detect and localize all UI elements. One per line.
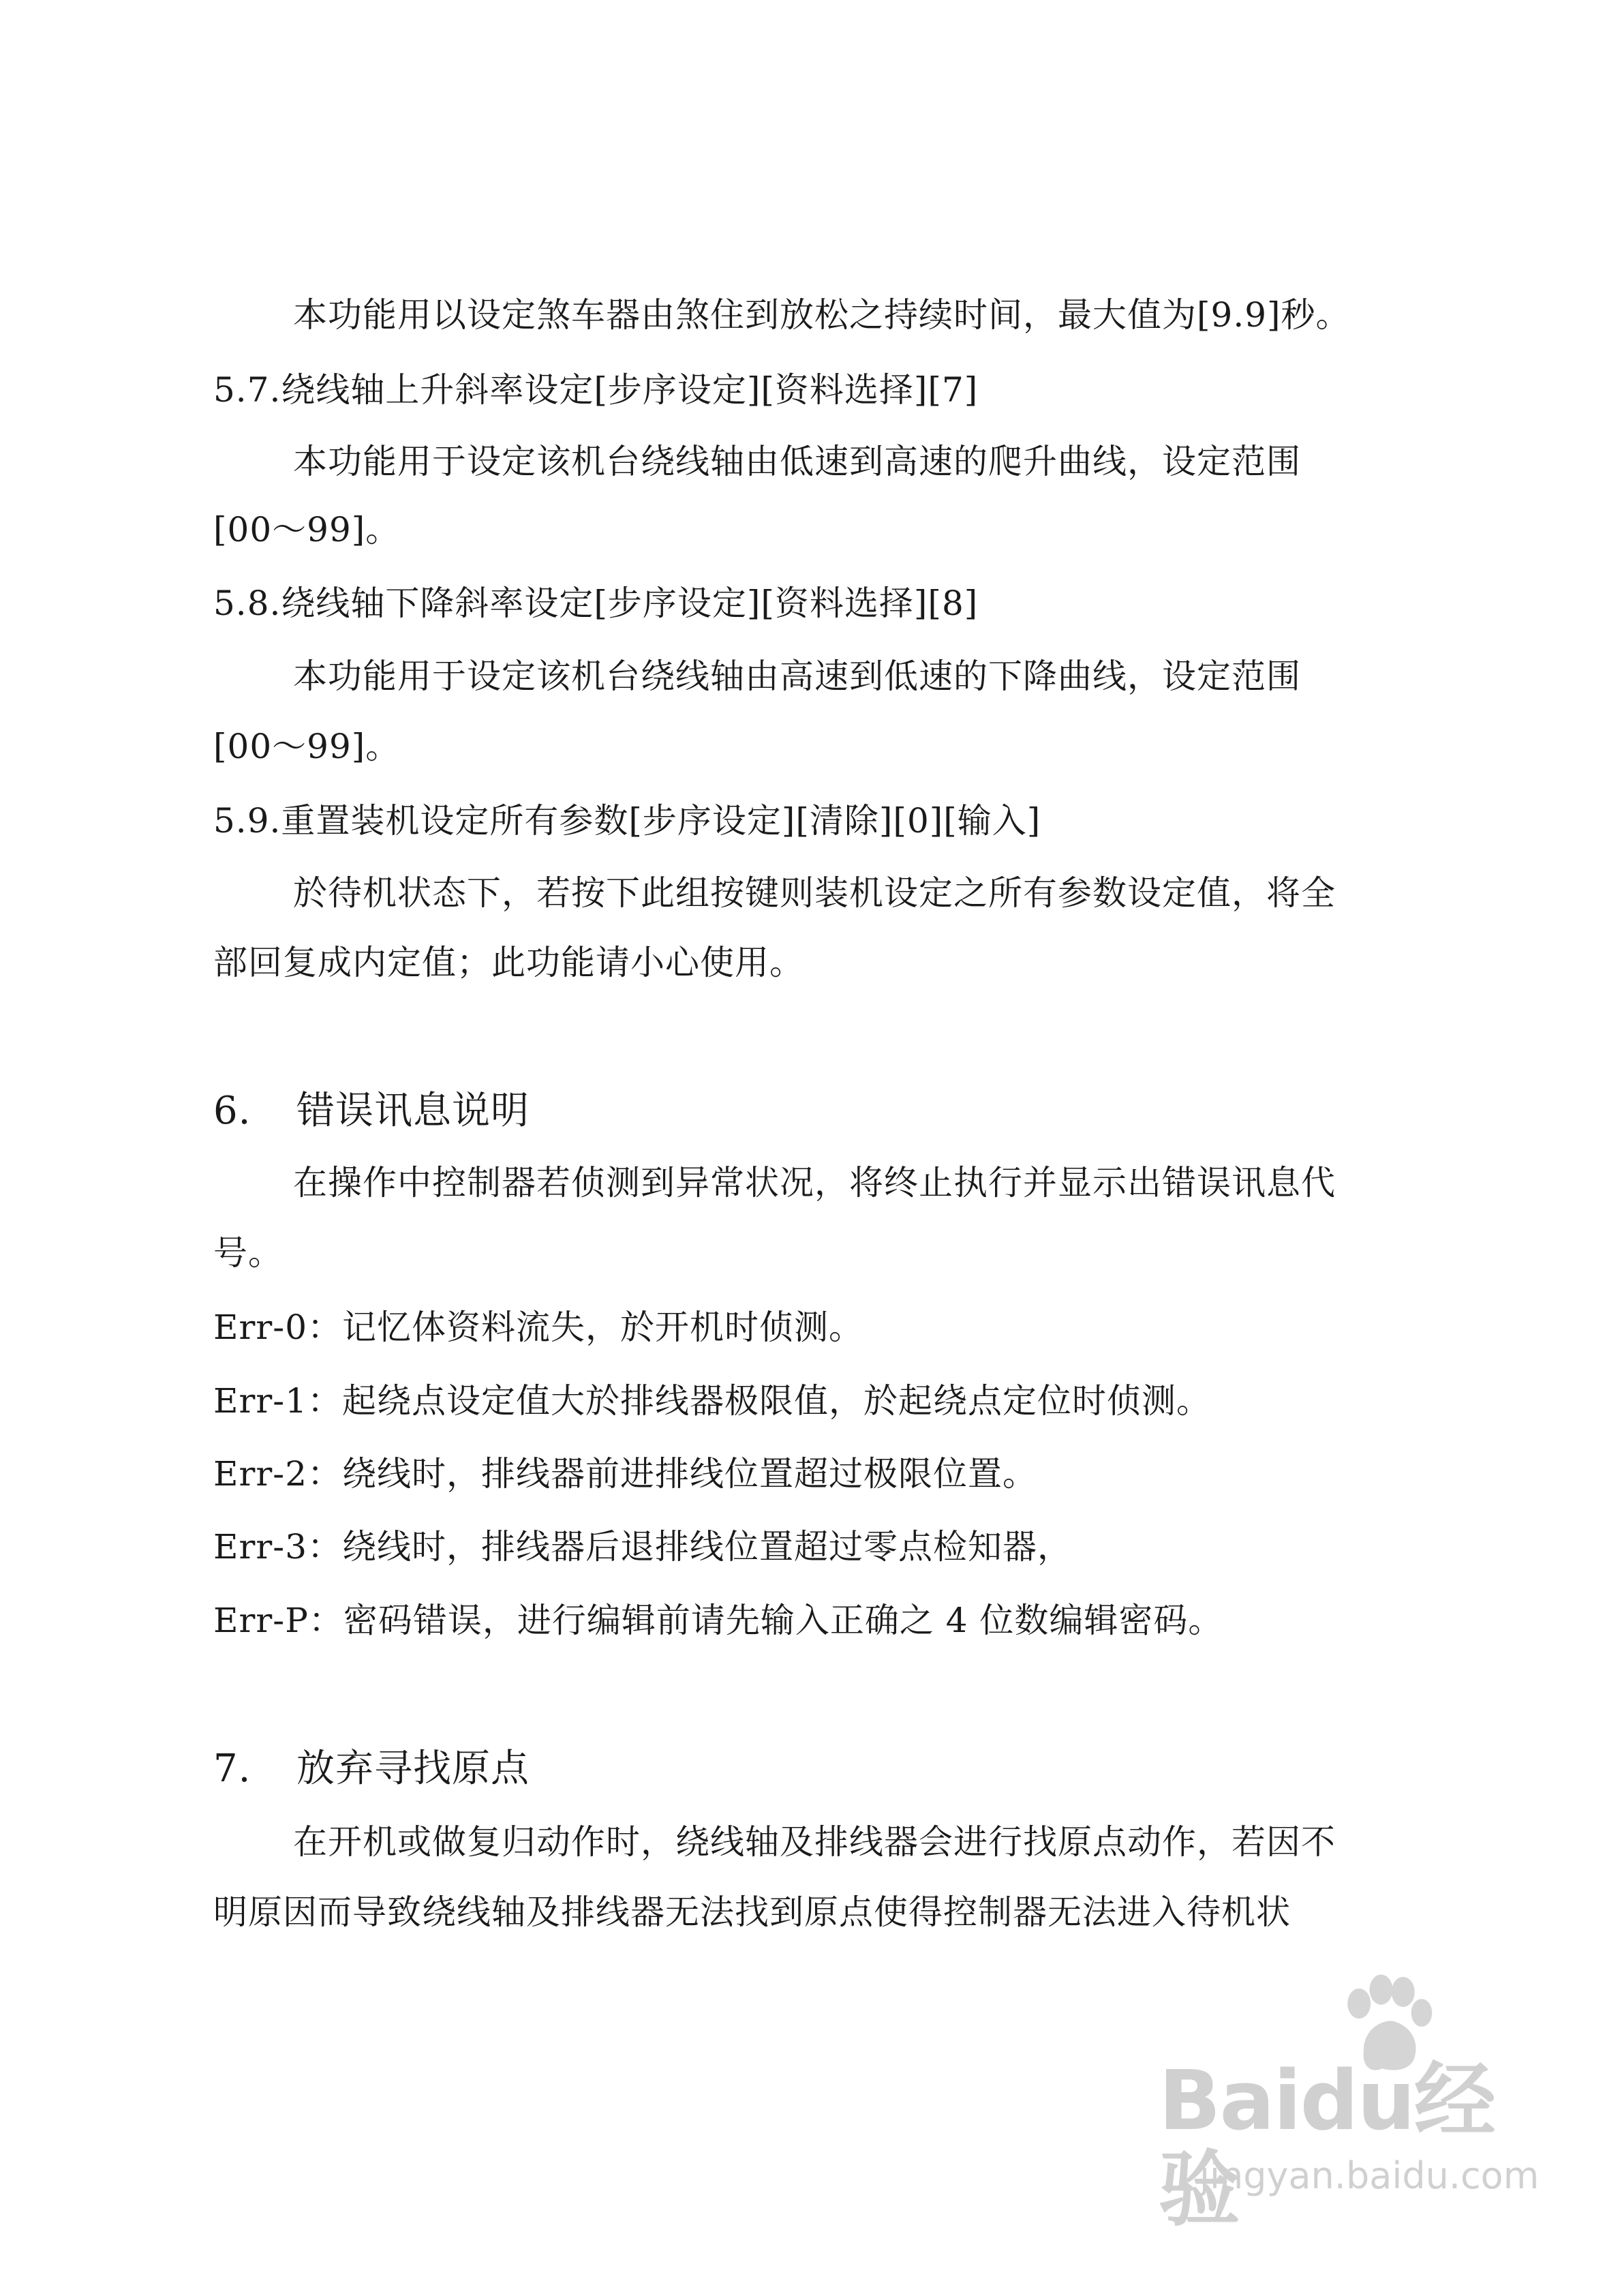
paragraph-7-line1: 在开机或做复归动作时，绕线轴及排线器会进行找原点动作，若因不 [293,1822,1336,1862]
section-6-heading [213,1089,530,1133]
paragraph-6-line1: 在操作中控制器若侦测到异常状况，将终止执行并显示出错误讯息代 [293,1163,1336,1203]
section-7-heading [213,1747,530,1791]
paragraph-5-8-line1: 本功能用于设定该机台绕线轴由高速到低速的下降曲线，设定范围 [293,656,1301,696]
section-6-number: 6. [213,1089,251,1133]
error-item-p: Err-P：密码错误，进行编辑前请先输入正确之 4 位数编辑密码。 [213,1601,1223,1640]
section-5-8-title: 5.8.绕线轴下降斜率设定[步序设定][资料选择][8] [213,584,979,623]
error-item-0: Err-0：记忆体资料流失，於开机时侦测。 [213,1308,864,1347]
error-item-1: Err-1：起绕点设定值大於排线器极限值，於起绕点定位时侦测。 [213,1381,1212,1421]
paragraph-5-9-line1: 於待机状态下，若按下此组按键则装机设定之所有参数设定值，将全 [293,873,1336,913]
paragraph-7-line2: 明原因而导致绕线轴及排线器无法找到原点使得控制器无法进入待机状 [213,1892,1291,1932]
section-7-number: 7. [213,1747,251,1791]
paragraph-5-7-line2: [00～99]。 [213,510,401,549]
watermark-logo: Baidu经验 [1159,2054,1495,2237]
error-item-2: Err-2：绕线时，排线器前进排线位置超过极限位置。 [213,1454,1038,1494]
paragraph-5-7-line1: 本功能用于设定该机台绕线轴由低速到高速的爬升曲线，设定范围 [293,442,1301,481]
error-item-3: Err-3：绕线时，排线器后退排线位置超过零点检知器， [213,1527,1073,1567]
paragraph-5-8-line2: [00～99]。 [213,727,401,766]
paragraph-5-9-line2: 部回复成内定值；此功能请小心使用。 [213,943,804,982]
section-7-title: 放弃寻找原点 [296,1747,530,1791]
section-6-title: 错误讯息说明 [296,1089,530,1133]
baidu-watermark [1159,1969,1540,2237]
section-5-9-title: 5.9.重置装机设定所有参数[步序设定][清除][0][输入] [213,801,1041,841]
watermark-url: jingyan.baidu.com [1199,2154,1540,2197]
paragraph-6-line2: 号。 [213,1233,283,1273]
section-5-7-title: 5.7.绕线轴上升斜率设定[步序设定][资料选择][7] [213,370,979,410]
paragraph-brake-time: 本功能用以设定煞车器由煞住到放松之持续时间，最大值为[9.9]秒。 [293,295,1351,335]
